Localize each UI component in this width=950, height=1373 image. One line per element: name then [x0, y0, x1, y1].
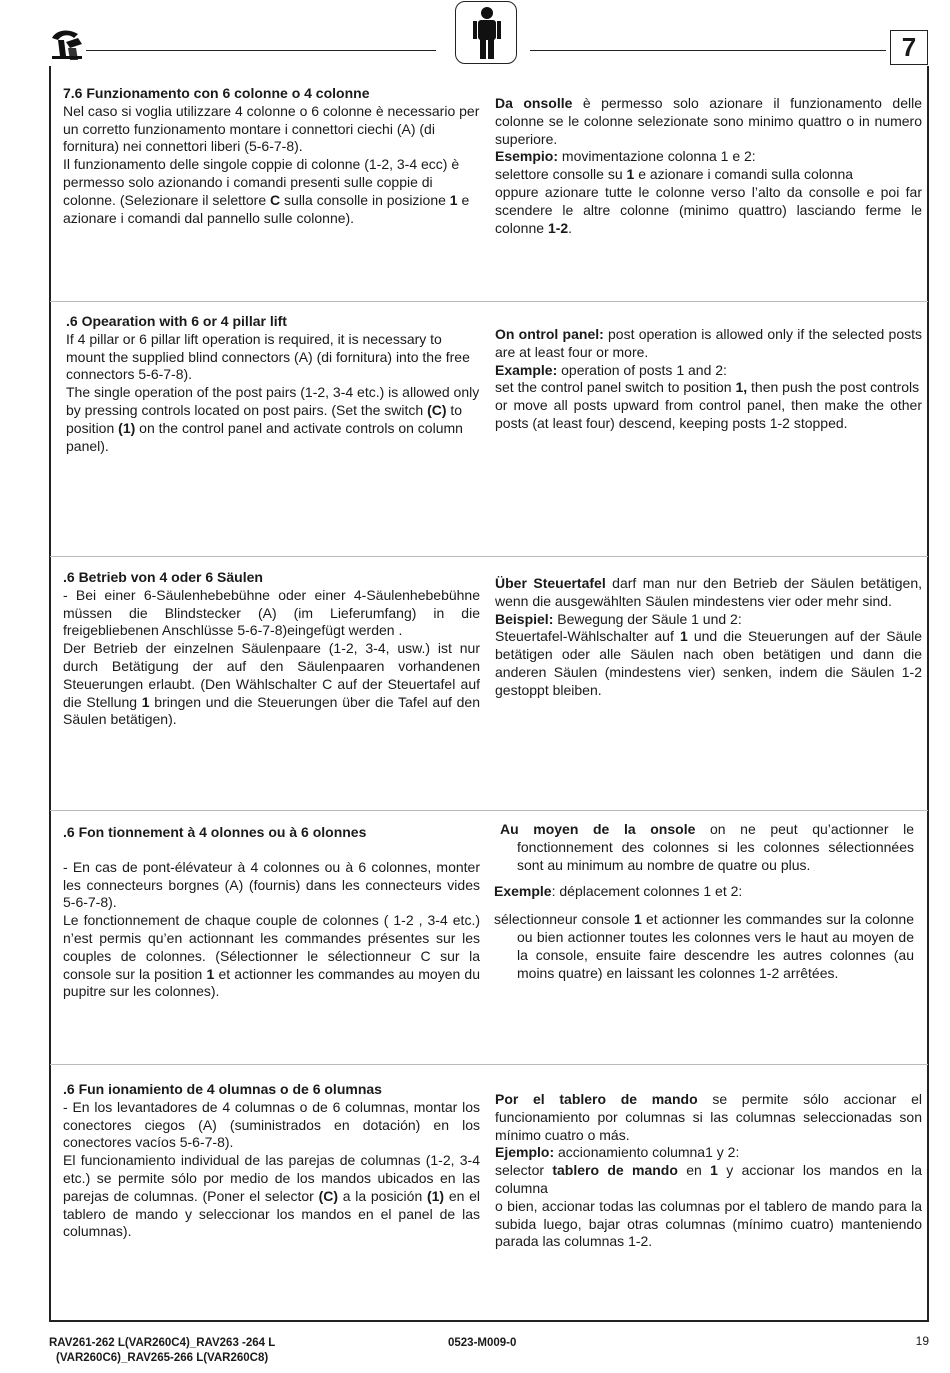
paragraph: Der Betrieb der einzelnen Säulenpaare (1-2, 3-4, usw.) ist nur durch Betätigung der auf den Säulenpaaren vorhandenen Steuerungen erlaubt. (Den Wählschalter C auf der Steuertafel auf die Stellung 1 bringen und die Steuerungen über die Tafel auf den Säulen betätigen). — [63, 640, 480, 728]
chapter-number: 7 — [890, 30, 928, 65]
paragraph: Au moyen de la onsole on ne peut qu’actionner le fonctionnement des colonnes si les colonnes sélectionnées sont au minimum au nombre de quatre ou plus. — [500, 821, 914, 873]
paragraph: Por el tablero de mando se permite sólo accionar el funcionamiento por columnas si las columnas seleccionadas son mínimo cuatro o más. — [495, 1091, 922, 1143]
paragraph: El funcionamiento individual de las parejas de columnas (1-2, 3-4 etc.) se permite sólo por medio de los mandos ubicados en las parejas de columnas. (Poner el selector (C) a la posición (1) en el tablero de mando y seleccionar los mandos en el panel de las columnas). — [63, 1152, 481, 1240]
frame-right — [927, 66, 929, 1321]
paragraph: The single operation of the post pairs (1-2, 3-4 etc.) is allowed only by pressing controls located on post pairs. (Set the switch (C) to position (1) on the control panel and activate controls on column panel). — [66, 384, 480, 454]
paragraph: Über Steuertafel darf man nur den Betrieb der Säulen betätigen, wenn die ausgewählten Säulen mindestens vier oder mehr sind. — [495, 575, 922, 609]
section-en-left — [66, 313, 480, 455]
paragraph: Nel caso si voglia utilizzare 4 colonne o 6 colonne è necessario per un corretto funzionamento montare i connettori ciechi (A) (di fornitura) nei connettori liberi (5-6-7-8). — [63, 102, 480, 155]
paragraph: - En cas de pont-élévateur à 4 colonnes ou à 6 colonnes, monter les connecteurs borgnes (A) (fournis) dans les connecteurs vides 5-6-7-8). — [63, 858, 480, 911]
frame-left — [49, 66, 51, 1321]
paragraph: sélectionneur console 1 et actionner les commandes sur la colonne ou bien actionner toutes les colonnes vers le haut au moyen de la console, ensuite faire descendre les autres colonnes (au moins quatre) en laissant les colonnes 1-2 arrêtées. — [494, 911, 914, 981]
paragraph: Le fonctionnement de chaque couple de colonnes ( 1-2 , 3-4 etc.) n’est permis qu’en actionnant les commandes présentes sur les couples de colonnes. (Sélectionner le sélectionneur C sur la console sur la position 1 et actionner les commandes au moyen du pupitre sur les colonnes). — [63, 912, 480, 1000]
section-it-left — [63, 85, 480, 227]
section-de-title: .6 Betrieb von 4 oder 6 Säulen — [63, 569, 263, 585]
footer-model-line2: (VAR260C6)_RAV265-266 L(VAR260C8) — [56, 1352, 269, 1364]
header-rule-right — [530, 50, 886, 51]
section-fr-left — [63, 824, 480, 1001]
paragraph: - Bei einer 6-Säulenhebebühne oder einer 4-Säulenhebebühne müssen die Blindstecker (A) (im Lieferumfang) in die freigebliebenen Anschlüsse 5-6-7-8)eingefügt werden . — [63, 586, 480, 639]
paragraph: or move all posts upward from control panel, then make the other posts (at least four) descend, keeping posts 1-2 stopped. — [495, 397, 922, 431]
section-es-title: .6 Fun ionamiento de 4 olumnas o de 6 olumnas — [63, 1081, 382, 1097]
section-de-left — [63, 569, 480, 729]
page-number: 19 — [915, 1334, 929, 1348]
paragraph: Ejemplo: accionamiento columna1 y 2: — [495, 1144, 740, 1161]
paragraph: - En los levantadores de 4 columnas o de 6 columnas, montar los conectores ciegos (A) (suministrados en dotación) en los conectores vacíos 5-6-7-8). — [63, 1098, 480, 1151]
section-it-title: 7.6 Funzionamento con 6 colonne o 4 colonne — [63, 85, 370, 101]
footer-model — [49, 1336, 275, 1366]
paragraph: set the control panel switch to position 1, then push the post controls — [495, 379, 920, 396]
section-divider — [50, 810, 928, 811]
footer-doc-code: 0523-M009-0 — [448, 1337, 517, 1349]
paragraph: If 4 pillar or 6 pillar lift operation is required, it is necessary to mount the supplied blind connectors (A) (di fornitura) into the free connectors 5-6-7-8). — [66, 330, 470, 383]
paragraph: Beispiel: Bewegung der Säule 1 und 2: — [495, 610, 742, 627]
section-fr-title: .6 Fon tionnement à 4 olonnes ou à 6 olonnes — [63, 824, 367, 840]
paragraph: Il funzionamento delle singole coppie di colonne (1-2, 3-4 ecc) è permesso solo azionando i comandi presenti sulle coppie di colonne. (Selezionare il selettore C sulla consolle in posizione 1 e azionare i comandi dal pannello sulle colonne). — [63, 156, 470, 226]
section-de-right — [495, 575, 922, 700]
person-icon — [455, 1, 517, 64]
paragraph: Da onsolle è permesso solo azionare il funzionamento delle colonne se le colonne selezionate sono minimo quattro o in numero superiore. — [495, 95, 923, 147]
paragraph: Steuertafel-Wählschalter auf 1 und die Steuerungen auf der Säule betätigen oder alle Säulen nach oben betätigen und dann die anderen Säulen (mindestens vier) senken, indem die Säulen 1-2 gestoppt bleiben. — [495, 628, 923, 698]
paragraph: oppure azionare tutte le colonne verso l’alto da consolle e poi far scendere le altre colonne (minimo quattro) lasciando ferme le colonne 1-2. — [495, 183, 922, 236]
frame-bottom — [49, 1320, 929, 1322]
paragraph: selettore consolle su 1 e azionare i comandi sulla colonna — [495, 166, 854, 183]
paragraph: Exemple: déplacement colonnes 1 et 2: — [494, 883, 743, 900]
footer-model-line1: RAV261-262 L(VAR260C4)_RAV263 -264 L — [49, 1337, 276, 1349]
paragraph: Esempio: movimentazione colonna 1 e 2: — [495, 148, 756, 165]
section-en-title: .6 Opearation with 6 or 4 pillar lift — [66, 313, 287, 329]
paragraph: selector tablero de mando en 1 y accionar los mandos en la columna — [495, 1162, 922, 1196]
lift-logo-icon — [48, 26, 88, 64]
section-it-right — [495, 95, 922, 237]
section-divider — [50, 301, 928, 302]
header-rule-left — [86, 50, 436, 51]
section-es-right — [495, 1091, 922, 1251]
section-es-left — [63, 1081, 480, 1241]
paragraph: o bien, accionar todas las columnas por el tablero de mando para la subida luego, bajar otras columnas (mínimo cuatro) manteniendo parada las columnas 1-2. — [495, 1197, 922, 1250]
paragraph: On ontrol panel: post operation is allowed only if the selected posts are at least four or more. — [495, 326, 922, 360]
paragraph: Example: operation of posts 1 and 2: — [495, 361, 727, 378]
section-divider — [50, 1064, 928, 1065]
section-divider — [50, 556, 928, 557]
section-fr-right — [494, 821, 914, 982]
section-en-right — [495, 326, 922, 433]
